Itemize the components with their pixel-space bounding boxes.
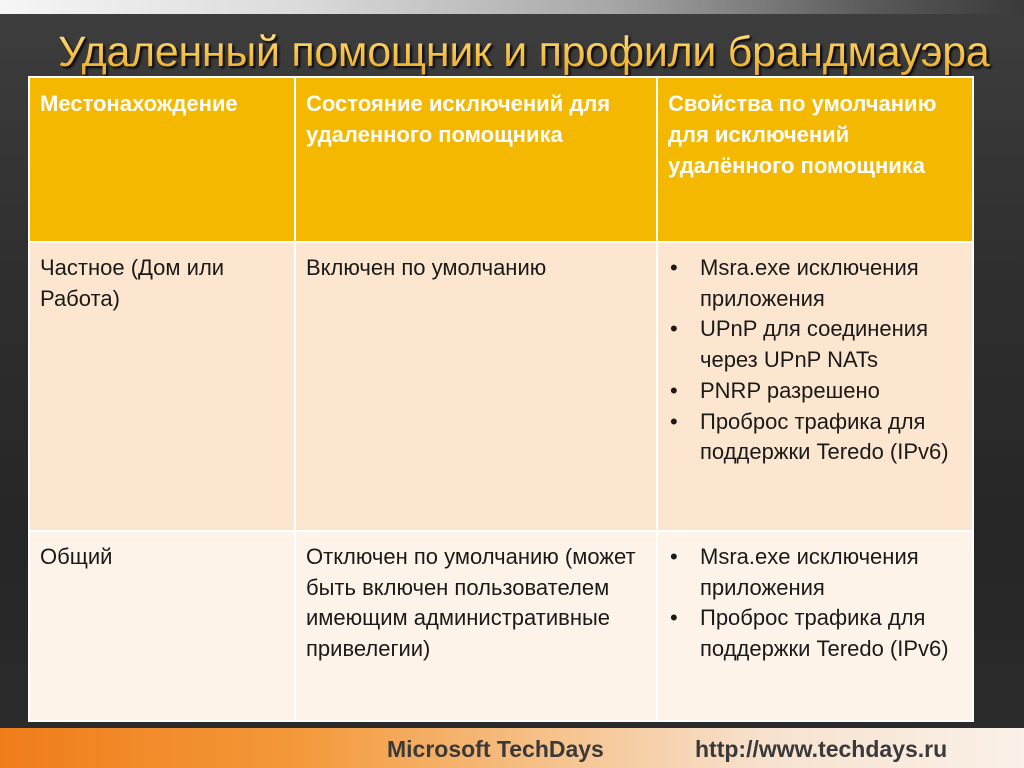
slide-title: Удаленный помощник и профили брандмауэра xyxy=(58,24,1008,80)
bullet-icon: • xyxy=(670,377,678,403)
list-item xyxy=(668,603,962,664)
footer-brand: Microsoft TechDays xyxy=(387,736,604,762)
list-item-text: Проброс трафика для поддержки Teredo (IPv6) xyxy=(700,605,949,662)
bullet-icon: • xyxy=(670,408,678,434)
list-item-text: Проброс трафика для поддержки Teredo (IPv6) xyxy=(700,408,949,465)
top-decorative-strip xyxy=(0,0,1024,14)
header-exception-state: Состояние исключений для удаленного помощника xyxy=(295,77,657,242)
list-item xyxy=(668,407,962,468)
cell-state: Отключен по умолчанию (может быть включен пользователем имеющим административные привелегии) xyxy=(295,531,657,721)
footer-bar xyxy=(0,728,1024,768)
list-item xyxy=(668,314,962,375)
properties-list xyxy=(668,542,962,665)
list-item-text: Msra.exe исключения приложения xyxy=(700,255,919,311)
cell-properties xyxy=(657,531,973,721)
properties-list xyxy=(668,253,962,468)
list-item xyxy=(668,253,962,314)
cell-state: Включен по умолчанию xyxy=(295,242,657,531)
table-row xyxy=(29,531,973,721)
list-item xyxy=(668,542,962,603)
bullet-icon: • xyxy=(670,316,678,342)
cell-properties xyxy=(657,242,973,531)
bullet-icon: • xyxy=(670,544,678,569)
bullet-icon: • xyxy=(670,605,678,631)
table-header-row xyxy=(29,77,973,242)
list-item-text: UPnP для соединения через UPnP NATs xyxy=(700,316,928,373)
list-item xyxy=(668,376,962,407)
list-item-text: PNRP разрешено xyxy=(700,377,880,403)
list-item-text: Msra.exe исключения приложения xyxy=(700,544,919,600)
footer-url: http://www.techdays.ru xyxy=(695,736,948,762)
comparison-table xyxy=(28,76,974,722)
header-default-properties: Свойства по умолчанию для исключений удалённого помощника xyxy=(657,77,973,242)
table-row xyxy=(29,242,973,531)
cell-location: Общий xyxy=(29,531,295,721)
bullet-icon: • xyxy=(670,255,678,280)
header-location: Местонахождение xyxy=(29,77,295,242)
cell-location: Частное (Дом или Работа) xyxy=(29,242,295,531)
